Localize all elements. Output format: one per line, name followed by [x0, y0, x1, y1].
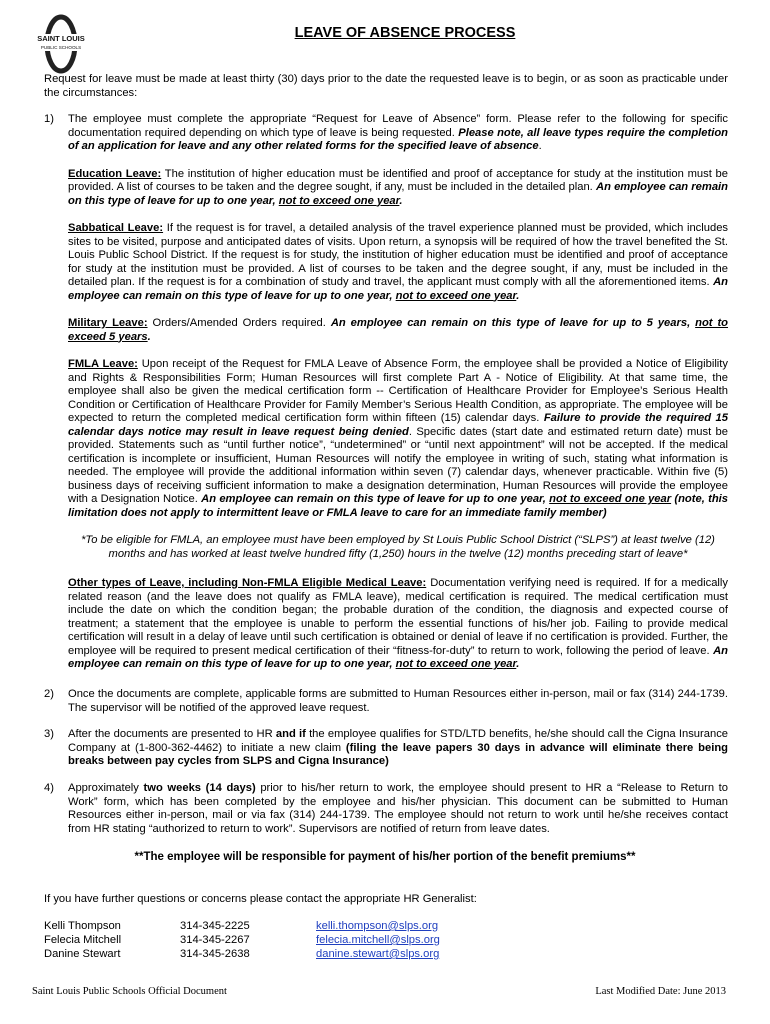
text-emphasis-underline: not to exceed one year: [278, 194, 400, 207]
other-leave-section: [68, 577, 728, 672]
text-emphasis: Please note, all leave types require the completion of an application for leave and any other related forms for the specified leave of absence: [68, 126, 729, 152]
contact-row: [44, 920, 544, 934]
item-number: 3): [44, 728, 54, 740]
text-emphasis: An employee can remain on this type of leave for up to one year,: [68, 181, 728, 207]
text-emphasis: An employee can remain on this type of leave for up to one year,: [201, 493, 546, 505]
item-number: 4): [44, 782, 54, 794]
text-emphasis: Failure to provide the required 15 calendar days notice may result in leave request being denied: [68, 412, 728, 438]
contact-phone: 314-345-2267: [180, 934, 250, 946]
text-emphasis: An employee can remain on this type of leave for up to 5 years,: [330, 317, 691, 329]
military-leave-section: [68, 317, 728, 344]
text-emphasis-underline: not to exceed one year: [549, 493, 672, 505]
list-item-3: [44, 728, 728, 769]
list-item-1: [44, 113, 728, 686]
item2-text: Once the documents are complete, applicable forms are submitted to Human Resources either in-person, mail or fax (314) 244-1739. The supervisor will be notified of the approved leave request.: [68, 688, 728, 714]
contact-name: Kelli Thompson: [44, 920, 121, 932]
text: prior to his/her return to work, the employee should present to HR a “Release to Return to Work” form, which has been completed by the employee and his/her physician. This document can be submitted to Human Resources either in-person, mail or via fax (314) 244-1739. The employee should not return to work until he/she receives contact from HR stating “authorized to return to work”. Supervisors are notified of return from leave dates.: [68, 782, 729, 835]
logo-subtext: PUBLIC SCHOOLS: [40, 45, 82, 50]
premium-notice: **The employee will be responsible for payment of his/her portion of the benefit premiums**: [134, 851, 636, 863]
contact-email-link[interactable]: kelli.thompson@slps.org: [316, 920, 439, 932]
contact-email-link[interactable]: felecia.mitchell@slps.org: [316, 934, 440, 946]
text: After the documents are presented to HR: [68, 728, 273, 740]
page-title: LEAVE OF ABSENCE PROCESS: [294, 25, 516, 41]
text: Orders/Amended Orders required.: [152, 317, 326, 329]
text: .: [538, 140, 542, 152]
text-emphasis: (note, this limitation does not apply to intermittent leave or FMLA leave to care for an immediate family member): [68, 493, 728, 519]
logo-text: SAINT LOUIS: [37, 34, 85, 43]
text: The employee must complete the appropriate “Request for Leave of Absence” form. Please refer to the following for specific documentation required depending on which type of leave is being requested.: [68, 113, 728, 139]
contact-row: [44, 948, 544, 962]
contact-name: Felecia Mitchell: [44, 934, 122, 946]
list-item-2: [44, 688, 728, 715]
text-bold: and if: [275, 728, 306, 740]
contact-row: [44, 934, 544, 948]
text: .: [147, 330, 151, 343]
text-emphasis-underline: not to exceed one year: [395, 289, 517, 302]
fmla-leave-section: [68, 358, 728, 520]
item1-intro: [68, 113, 728, 154]
text: Approximately: [68, 782, 139, 794]
section-heading: Other types of Leave, including Non-FMLA Eligible Medical Leave:: [68, 577, 427, 589]
education-leave-section: [68, 168, 728, 209]
contact-question: If you have further questions or concerns please contact the appropriate HR Generalist:: [44, 893, 477, 905]
sabbatical-leave-section: [68, 222, 728, 303]
text-bold: (filing the leave papers 30 days in advance will eliminate there being breaks between pay cycles from SLPS and Cigna Insurance): [68, 741, 728, 767]
section-heading: FMLA Leave:: [68, 358, 138, 370]
text: .: [516, 658, 520, 670]
contact-name: Danine Stewart: [44, 948, 121, 960]
text-emphasis: An employee can remain on this type of leave for up to one year,: [68, 276, 728, 302]
text: the employee qualifies for STD/LTD benefits, he/she should call the Cigna Insurance Company at (1-800-362-4462) to initiate a new claim: [68, 728, 729, 754]
intro-text: Request for leave must be made at least thirty (30) days prior to the date the requested leave is to begin, or as soon as practicable under the circumstances:: [44, 73, 728, 99]
footer-right: Last Modified Date: June 2013: [595, 986, 726, 997]
text-emphasis-underline: not to exceed 5 years: [68, 317, 729, 343]
item-number: 1): [44, 113, 54, 125]
school-logo: [33, 14, 89, 74]
list-item-4: [44, 782, 728, 836]
text: Upon receipt of the Request for FMLA Leave of Absence Form, the employee shall be provided a Notice of Eligibility and Rights & Responsibilities Form; Human Resources will first complete Part A - Notice of Eligibility. At that same time, the employee shall also be given the medical certification form -- Certification of Healthcare Provider for Employee’s Serious Health Condition or Certification of Healthcare Provider for Family Member’s Serious Health Condition, as appropriate. The employee will be expected to return the completed medical certification form within fifteen (15) calendar days.: [68, 358, 728, 424]
text: The institution of higher education must be identified and proof of acceptance for study at the institution must be provided. A list of courses to be taken and the degree sought, if any, must be included in the detailed plan.: [68, 167, 728, 193]
contact-email-link[interactable]: danine.stewart@slps.org: [316, 948, 440, 960]
text: Documentation verifying need is required. If for a medically related reason (and the leave does not qualify as FMLA leave), medical certification is required. The medical certification must include the date on which the condition began; the probable duration of the condition, the diagnosis and expected course of treatment; a statement that the employee is unable to perform the essential functions of his/her job. Failing to provide medical certification will result in a delay of leave until such certification is obtained or denial of leave if no certification is provided. Further, the employee will be required to present medical certification of their “fitness-for-duty” to return to work, following the period of leave.: [68, 577, 728, 657]
text-emphasis-underline: not to exceed one year: [395, 658, 517, 670]
section-heading: Military Leave:: [68, 317, 148, 329]
text: If the request is for travel, a detailed analysis of the travel experience planned must be provided, which includes sites to be visited, purpose and anticipated dates of visits. Upon return, a synopsis will be required of how the travel benefited the St. Louis Public School District. If the request is for study, the institution of higher education must be identified and proof of acceptance for study at the institution must be provided. A list of courses to be taken and the degree sought, if any, must be included in the detailed plan. If the request is for a combination of study and travel, the applicant must comply with all the aforementioned items.: [68, 222, 729, 288]
section-heading: Sabbatical Leave:: [68, 222, 164, 234]
text: . Specific dates (start date and estimated return date) must be provided. Statements such as “until further notice”, “undetermined” or “until next appointment” will not be accepted. If the medical certification is incomplete or insufficient, Human Resources will notify the employee in writing of such, stating what information is needed. The employee will provide the additional information within seven (7) calendar days, whenever practicable. Within five (5) business days of receiving sufficient information to make a designation determination, Human Resources will provide the employee with a Designation Notice.: [68, 425, 729, 505]
item-number: 2): [44, 688, 54, 700]
text-bold: two weeks (14 days): [143, 782, 256, 794]
contact-phone: 314-345-2638: [180, 948, 250, 960]
section-heading: Education Leave:: [68, 167, 162, 180]
contact-list: [44, 920, 544, 962]
fmla-eligibility-note: *To be eligible for FMLA, an employee must have been employed by St Louis Public School District (“SLPS”) at least twelve (12) months and has worked at least twelve hundred fifty (1,250) hours in the twelve (12) months preceding start of leave*: [81, 534, 715, 560]
contact-phone: 314-345-2225: [180, 920, 250, 932]
footer-left: Saint Louis Public Schools Official Document: [32, 986, 227, 997]
text: .: [516, 289, 520, 302]
text-emphasis: An employee can remain on this type of leave for up to one year,: [68, 644, 728, 670]
text: .: [399, 194, 403, 207]
